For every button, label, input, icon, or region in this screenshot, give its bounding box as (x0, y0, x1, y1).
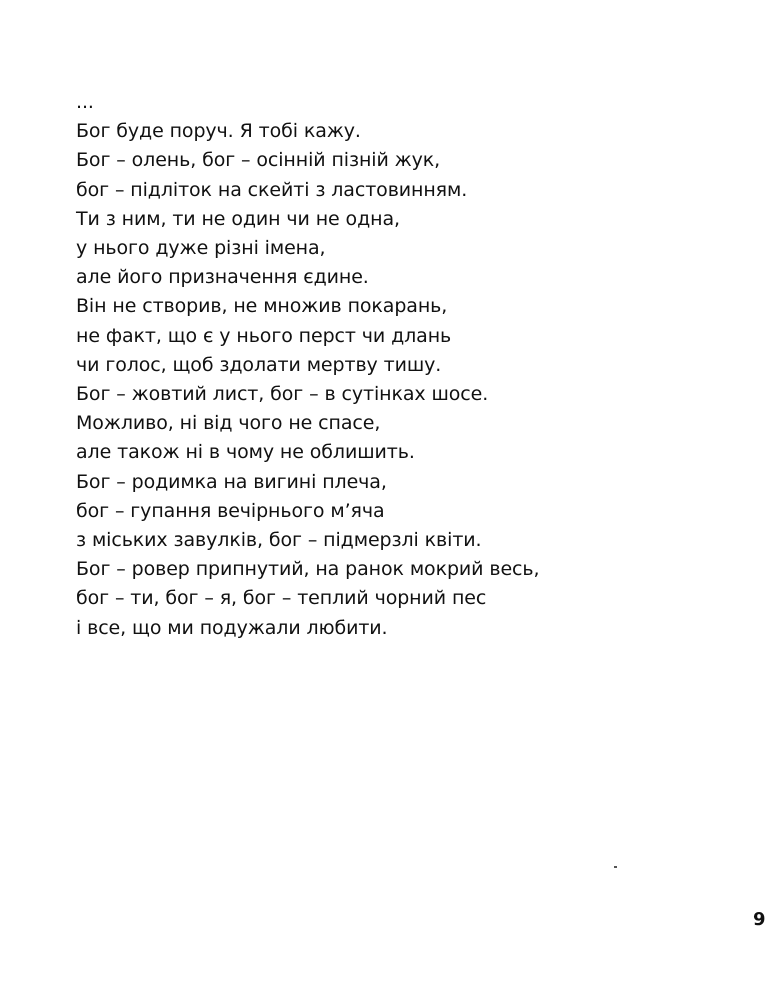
poem-line: Можливо, ні від чого не спасе, (76, 412, 381, 435)
poem-line: з міських завулків, бог – підмерзлі квіти. (76, 529, 482, 552)
poem-line: і все, що ми подужали любити. (76, 616, 388, 639)
poem-line: але його призначення єдине. (76, 266, 369, 289)
poem-line: Ти з ним, ти не один чи не одна, (76, 207, 400, 230)
poem-line: Бог – олень, бог – осінній пізній жук, (76, 149, 441, 172)
poem-line: у нього дуже різні імена, (76, 237, 326, 260)
poem-text (76, 88, 539, 643)
poem-line: не факт, що є у нього перст чи длань (76, 324, 452, 347)
poem-line: Бог – родимка на вигині плеча, (76, 470, 387, 493)
poem-line: Бог – жовтий лист, бог – в сутінках шосе. (76, 383, 489, 406)
poem-line: Бог буде поруч. Я тобі кажу. (76, 120, 361, 143)
poem-line: але також ні в чому не облишить. (76, 441, 415, 464)
poem-line: бог – гупання вечірнього м’яча (76, 499, 385, 522)
poem-line: Він не створив, не множив покарань, (76, 295, 448, 318)
poem-line: бог – підліток на скейті з ластовинням. (76, 178, 468, 201)
page-number: 9 (753, 909, 766, 930)
poem-line: Бог – ровер припнутий, на ранок мокрий весь, (76, 558, 540, 581)
poem-line: ... (76, 91, 94, 113)
poem-line: чи голос, щоб здолати мертву тишу. (76, 353, 442, 376)
poem-line: бог – ти, бог – я, бог – теплий чорний пес (76, 587, 487, 610)
scan-speck (614, 866, 617, 868)
